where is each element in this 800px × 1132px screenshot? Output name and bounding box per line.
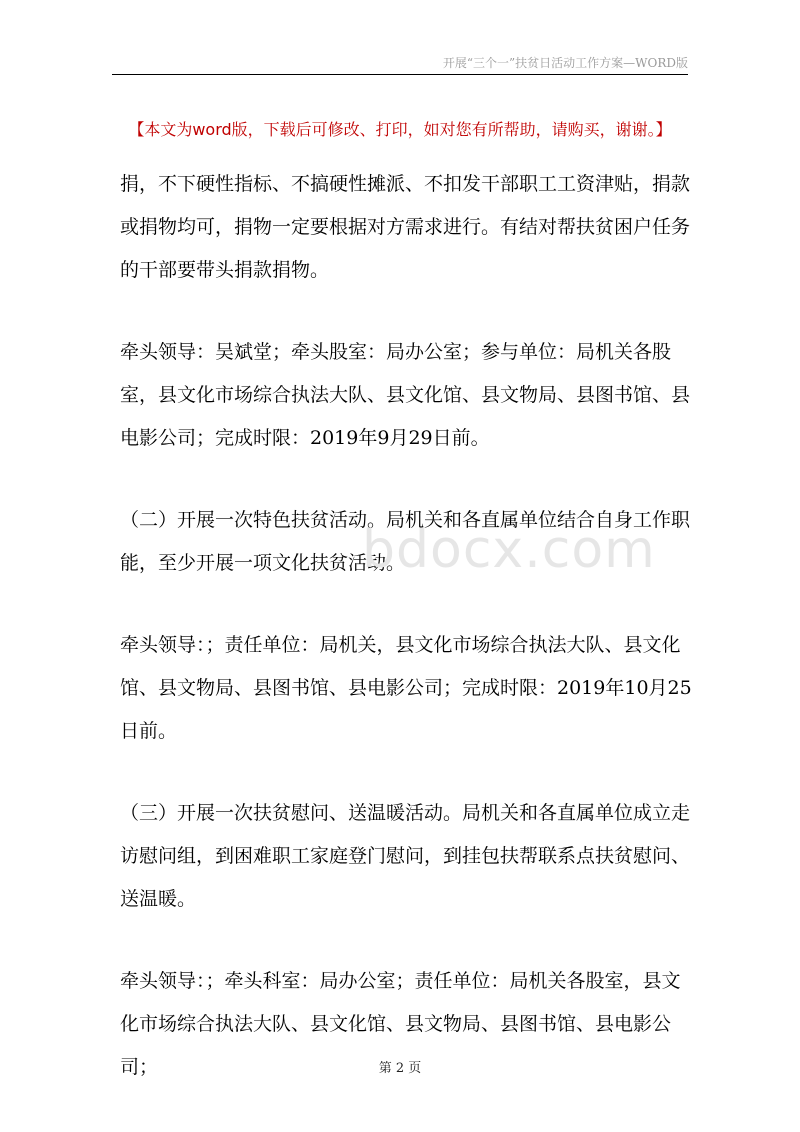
header-divider: [112, 74, 688, 75]
watermark: bdocx.com: [362, 520, 656, 580]
paragraph-lead-2: 牵头领导：；责任单位：局机关，县文化市场综合执法大队、县文化馆、县文物局、县图书馆、县电影公司；完成时限：2019年10月25日前。: [120, 634, 692, 742]
page-header: 开展“三个一”扶贫日活动工作方案—WORD版: [442, 56, 688, 70]
paragraph-section-3: （三）开展一次扶贫慰问、送温暖活动。局机关和各直属单位成立走访慰问组，到困难职工家庭登门慰问，到挂包扶帮联系点扶贫慰问、送温暖。: [120, 802, 691, 910]
paragraph-section-2: （二）开展一次特色扶贫活动。局机关和各直属单位结合自身工作职能，至少开展一项文化扶贫活动。: [120, 509, 691, 574]
paragraph-lead-3: 牵头领导：；牵头科室：局办公室；责任单位：局机关各股室，县文化市场综合执法大队、县文化馆、县文物局、县图书馆、县电影公司；: [120, 970, 681, 1078]
download-notice: 【本文为word版，下载后可修改、打印，如对您有所帮助，请购买，谢谢。】: [128, 120, 672, 139]
paragraph-lead-1: 牵头领导：吴斌堂；牵头股室：局办公室；参与单位：局机关各股室，县文化市场综合执法大队、县文化馆、县文物局、县图书馆、县电影公司；完成时限：2019年9月29日前。: [120, 341, 691, 449]
page-number: 第 2 页: [378, 1061, 422, 1076]
paragraph-donation: 捐，不下硬性指标、不搞硬性摊派、不扣发干部职工工资津贴，捐款或捐物均可，捐物一定要根据对方需求进行。有结对帮扶贫困户任务的干部要带头捐款捐物。: [120, 173, 691, 281]
